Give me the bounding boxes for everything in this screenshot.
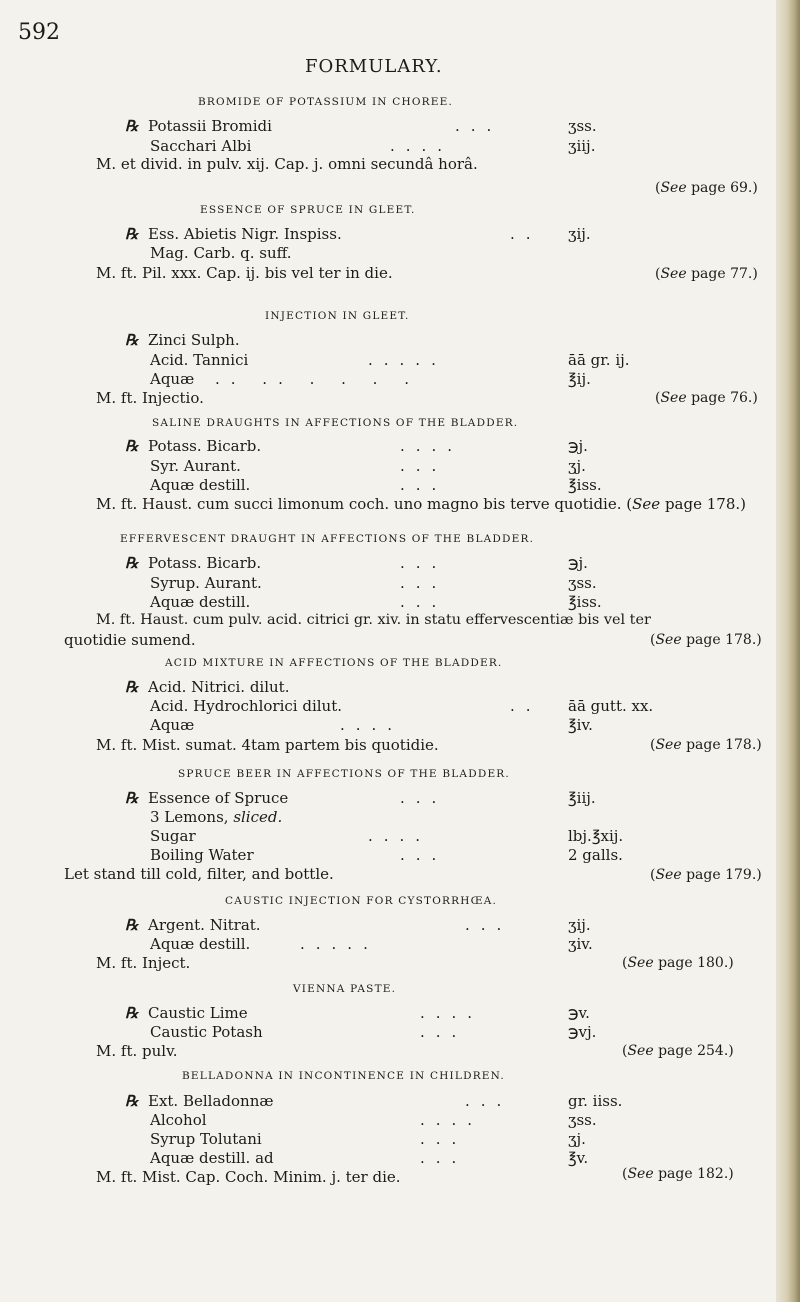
directions: M. ft. Haust. cum pulv. acid. citrici gr. xiv. in statu effervescentiæ bis vel ter <box>96 612 651 628</box>
ingredient-name: Caustic Potash <box>150 1023 263 1041</box>
ingredient-name: Caustic Lime <box>148 1004 248 1022</box>
formula-line <box>125 225 342 243</box>
ingredient-name: Syrup. Aurant. <box>150 574 262 592</box>
section-heading: SALINE DRAUGHTS IN AFFECTIONS OF THE BLADDER. <box>152 417 519 429</box>
ingredient-name: Syr. Aurant. <box>150 457 241 475</box>
ingredient-name: Essence of Spruce <box>148 789 289 807</box>
section-heading: EFFERVESCENT DRAUGHT IN AFFECTIONS OF THE BLADDER. <box>120 533 535 545</box>
directions-continued: quotidie sumend. <box>64 631 196 649</box>
section-heading: ACID MIXTURE IN AFFECTIONS OF THE BLADDER. <box>165 657 503 669</box>
ingredient-name: Acid. Tannici <box>150 351 249 369</box>
ingredient-qty: 2 galls. <box>568 846 623 864</box>
section-heading: VIENNA PASTE. <box>293 983 397 995</box>
ingredient-name: Syrup Tolutani <box>150 1130 262 1148</box>
rx-symbol: ℞ <box>125 678 139 696</box>
rx-symbol: ℞ <box>125 117 139 135</box>
ingredient-qty: ʒij. <box>568 916 591 934</box>
page-number: 592 <box>18 20 60 45</box>
ingredient-name: Alcohol <box>150 1111 207 1129</box>
ingredient-name: Aquæ destill. ad <box>150 1149 274 1167</box>
page-reference: (See page 76.) <box>655 390 758 406</box>
section-heading: BROMIDE OF POTASSIUM IN CHOREE. <box>198 96 453 108</box>
ingredient-qty: ℥iij. <box>568 789 596 807</box>
section-heading: INJECTION IN GLEET. <box>265 310 410 322</box>
ingredient-name: Mag. Carb. q. suff. <box>150 244 292 262</box>
ingredient-qty: ʒss. <box>568 117 597 135</box>
ingredient-qty: ℥v. <box>568 1149 589 1167</box>
formula-line <box>125 331 240 349</box>
rx-symbol: ℞ <box>125 554 139 572</box>
page-reference: (See page 178.) <box>650 632 762 648</box>
section-heading: CAUSTIC INJECTION FOR CYSTORRHŒA. <box>225 895 498 907</box>
rx-symbol: ℞ <box>125 1004 139 1022</box>
ingredient-name: Zinci Sulph. <box>148 331 240 349</box>
ingredient-name: Boiling Water <box>150 846 254 864</box>
ingredient-name: Potass. Bicarb. <box>148 437 262 455</box>
rx-symbol: ℞ <box>125 331 139 349</box>
page-reference: (See page 182.) <box>622 1166 734 1182</box>
directions: M. et divid. in pulv. xij. Cap. j. omni secundâ horâ. <box>96 155 478 173</box>
formula-line <box>125 554 261 572</box>
section-heading: SPRUCE BEER IN AFFECTIONS OF THE BLADDER. <box>178 768 510 780</box>
directions: Let stand till cold, filter, and bottle. <box>64 865 334 883</box>
ingredient-qty: ℈vj. <box>568 1023 597 1041</box>
ingredient-qty: ʒss. <box>568 1111 597 1129</box>
page-reference: (See page 77.) <box>655 266 758 282</box>
rx-symbol: ℞ <box>125 916 139 934</box>
ingredient-name: Ess. Abietis Nigr. Inspiss. <box>148 225 342 243</box>
ingredient-qty: ℥iv. <box>568 716 593 734</box>
rx-symbol: ℞ <box>125 437 139 455</box>
ingredient-qty: ʒiij. <box>568 137 596 155</box>
formula-line <box>125 916 261 934</box>
ingredient-name: Aquæ <box>150 716 195 734</box>
ingredient-name: Aquæ destill. <box>150 476 251 494</box>
ingredient-name: Acid. Hydrochlorici dilut. <box>150 697 343 715</box>
rx-symbol: ℞ <box>125 225 139 243</box>
directions: M. ft. pulv. <box>96 1042 178 1060</box>
directions: M. ft. Mist. Cap. Coch. Minim. j. ter die. <box>96 1168 401 1186</box>
ingredient-qty: ʒiv. <box>568 935 593 953</box>
book-page: 592 FORMULARY. BROMIDE OF POTASSIUM IN CHOREE. ℞ Potassii Bromidi ... ʒss. Sacchari Albi .... ʒiij. M. et divid. in pulv. xij. Cap. j. omni secundâ horâ. (See page 69.) ESSENCE OF SPRUCE IN GLEET. ℞ Ess. Abietis Nigr. Inspiss. .. ʒij. Mag. Carb. q. suff. M. ft. Pil. xxx. Cap. ij. bis vel ter in die. (See page 77.) INJECTION IN GLEET. ℞ Zinci Sulph. Acid. Tannici ..... āā gr. ij. Aquæ .. .. . . . . ℥ij. M. ft. Injectio. (See page 76.) SALINE DRAUGHTS IN AFFECTIONS OF THE BLADDER. ℞ Potass. Bicarb. .... ℈j. Syr. Aurant. ... ʒj. Aquæ destill. ... ℥iss. M. ft. Haust. cum succi limonum coch. uno magno bis terve quotidie. (See page 178.) EFFERVESCENT DRAUGHT IN AFFECTIONS OF THE BLADDER. ℞ Potass. Bicarb. ... ℈j. Syrup. Aurant. ... ʒss. Aquæ destill. ... ℥iss. M. ft. Haust. cum pulv. acid. citrici gr. xiv. in statu effervescentiæ bis vel ter quotidie sumend. (See page 178.) ACID MIXTURE IN AFFECTIONS OF THE BLADDER. ℞ Acid. Nitrici. dilut. Acid. Hydrochlorici dilut. .. āā gutt. xx. Aquæ .... ℥iv. M. ft. Mist. sumat. 4tam partem bis quotidie. (See page 178.) SPRUCE BEER IN AFFECTIONS OF THE BLADDER. ℞ Essence of Spruce ... ℥iij. 3 Lemons, sliced. Sugar .... lbj.℥xij. Boiling Water ... 2 galls. Let stand till cold, filter, and bottle. (See page 179.) CAUSTIC INJECTION FOR CYSTORRHŒA. ℞ Argent. Nitrat. ... ʒij. Aquæ destill. ..... ʒiv. M. ft. Inject. (See page 180.) VIENNA PASTE. ℞ Caustic Lime .... ℈v. Caustic Potash ... ℈vj. M. ft. pulv. (See page 254.) BELLADONNA IN INCONTINENCE IN CHILDREN. ℞ Ext. Belladonnæ ... gr. iiss. Alcohol .... ʒss. Syrup Tolutani ... ʒj. Aquæ destill. ad ... ℥v. M. ft. Mist. Cap. Coch. Minim. j. ter die. (See page 182.) <box>0 0 800 1302</box>
ingredient-name: Aquæ <box>150 370 195 388</box>
ingredient-qty: āā gutt. xx. <box>568 697 654 715</box>
ingredient-qty: lbj.℥xij. <box>568 827 624 845</box>
page-reference: (See page 180.) <box>622 955 734 971</box>
ingredient-qty: ʒss. <box>568 574 597 592</box>
section-heading: ESSENCE OF SPRUCE IN GLEET. <box>200 204 416 216</box>
ingredient-qty: ʒj. <box>568 457 586 475</box>
ingredient-name: Aquæ destill. <box>150 935 251 953</box>
ingredient-name: Argent. Nitrat. <box>148 916 261 934</box>
page-reference: (See page 69.) <box>655 180 758 196</box>
formula-line <box>125 1092 273 1110</box>
formula-line <box>125 1004 248 1022</box>
rx-symbol: ℞ <box>125 789 139 807</box>
ingredient-name: Ext. Belladonnæ <box>148 1092 274 1110</box>
ingredient-qty: ℈j. <box>568 437 588 455</box>
directions: M. ft. Pil. xxx. Cap. ij. bis vel ter in die. <box>96 264 393 282</box>
ingredient-qty: gr. iiss. <box>568 1092 623 1110</box>
ingredient-qty: ℈j. <box>568 554 588 572</box>
formula-line <box>125 789 288 807</box>
ingredient-qty: ℈v. <box>568 1004 590 1022</box>
page-reference: (See page 254.) <box>622 1043 734 1059</box>
ingredient-qty: ℥iss. <box>568 476 602 494</box>
directions: M. ft. Inject. <box>96 954 191 972</box>
ingredient-name: Aquæ destill. <box>150 593 251 611</box>
page-edge <box>776 0 800 1302</box>
directions: M. ft. Mist. sumat. 4tam partem bis quotidie. <box>96 736 439 754</box>
running-head: FORMULARY. <box>305 56 443 77</box>
ingredient-name: 3 Lemons, sliced. <box>150 808 283 826</box>
page-reference: (See page 178.) <box>650 737 762 753</box>
ingredient-name: Sugar <box>150 827 196 845</box>
page-reference: (See page 179.) <box>650 867 762 883</box>
directions: M. ft. Injectio. <box>96 389 204 407</box>
rx-symbol: ℞ <box>125 1092 139 1110</box>
formula-line <box>125 117 272 135</box>
formula-line <box>125 678 289 696</box>
section-heading: BELLADONNA IN INCONTINENCE IN CHILDREN. <box>182 1070 505 1082</box>
ingredient-qty: ℥ij. <box>568 370 591 388</box>
ingredient-name: Sacchari Albi <box>150 137 252 155</box>
formula-line <box>125 437 261 455</box>
ingredient-qty: āā gr. ij. <box>568 351 630 369</box>
ingredient-name: Potassii Bromidi <box>148 117 272 135</box>
ingredient-name: Acid. Nitrici. dilut. <box>148 678 290 696</box>
directions: M. ft. Haust. cum succi limonum coch. uno magno bis terve quotidie. (See page 178.) <box>96 495 746 513</box>
ingredient-name: Potass. Bicarb. <box>148 554 262 572</box>
ingredient-qty: ʒj. <box>568 1130 586 1148</box>
ingredient-qty: ʒij. <box>568 225 591 243</box>
ingredient-qty: ℥iss. <box>568 593 602 611</box>
